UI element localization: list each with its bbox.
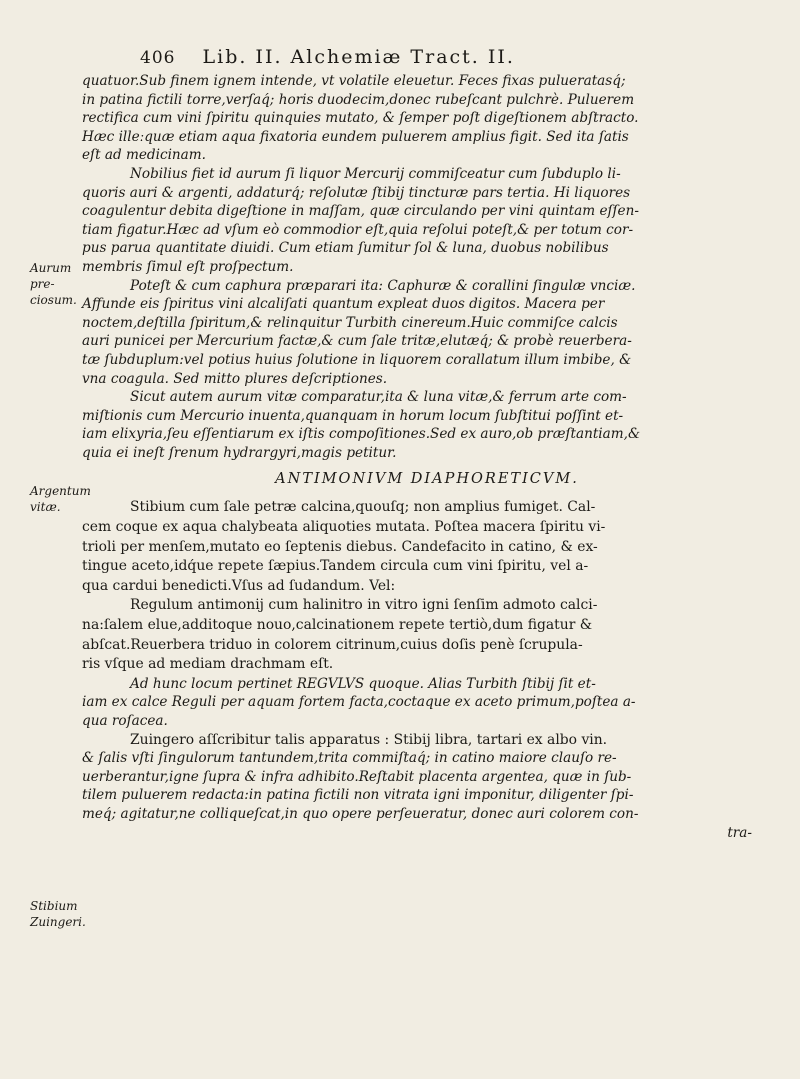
page-body bbox=[82, 72, 772, 842]
text-line: pus parua quantitate diuidi. Cum etiam ſumitur ſol & luna, duobus nobilibus bbox=[82, 240, 609, 257]
text-line: Ad hunc locum pertinet REGVLVS quoque. Alias Turbith ſtibij ſit et- bbox=[130, 675, 596, 692]
paragraph bbox=[82, 72, 772, 165]
text-line: iam elixyria,ſeu eſſentiarum ex iſtis compoſitiones.Sed ex auro,ob præſtantiam,& bbox=[82, 426, 641, 443]
text-line: coagulentur debita digeſtione in maſſam, quæ circulando per vini quintam eſſen- bbox=[82, 203, 639, 220]
text-line: auri punicei per Mercurium factæ,& cum ſale tritæ,elutæq́; & probè reuerbera- bbox=[82, 333, 632, 350]
paragraph bbox=[82, 675, 772, 731]
text-line: Sicut autem aurum vitæ comparatur,ita & luna vitæ,& ferrum arte com- bbox=[130, 389, 627, 406]
text-line: eſt ad medicinam. bbox=[82, 147, 207, 164]
paragraph bbox=[82, 731, 772, 843]
text-line: Zuingero aſſcribitur talis apparatus : Stibij libra, tartari ex albo vin. bbox=[130, 731, 608, 748]
running-title: Lib. II. Alchemiæ Tract. II. bbox=[202, 46, 515, 68]
text-line: ris vſque ad mediam drachmam eſt. bbox=[82, 656, 334, 673]
text-line: iam ex calce Reguli per aquam fortem facta,coctaque ex aceto primum,poſtea a- bbox=[82, 694, 636, 711]
text-line: qua roſacea. bbox=[82, 713, 168, 729]
text-line: noctem,deſtilla ſpiritum,& relinquitur Turbith cinereum.Huic commiſce calcis bbox=[82, 314, 618, 331]
text-line: Nobilius fiet id aurum ſi liquor Mercurij commiſceatur cum ſubduplo li- bbox=[130, 165, 621, 182]
text-line: meq́; agitatur,ne colliqueſcat,in quo opere perſeueratur, donec auri colorem con- bbox=[82, 805, 639, 822]
page-number: 406 bbox=[140, 48, 176, 68]
paragraph bbox=[82, 388, 772, 462]
paragraph bbox=[82, 277, 772, 389]
text-line: cem coque ex aqua chalybeata aliquoties mutata. Poſtea macera ſpiritu vi- bbox=[82, 519, 606, 536]
text-line: rectifica cum vini ſpiritu quinquies mutato, & ſemper poſt digeſtionem abſtracto. bbox=[82, 110, 639, 127]
text-line: membris ſimul eſt proſpectum. bbox=[82, 258, 294, 275]
text-line: quoris auri & argenti, addaturq́; reſolutæ ſtibij tincturæ pars tertia. Hi liquores bbox=[82, 184, 631, 201]
paragraph bbox=[82, 596, 772, 674]
text-line: Hæc illeːquæ etiam aqua fixatoria eundem puluerem amplius figit. Sed ita ſatis bbox=[82, 128, 629, 145]
running-header bbox=[140, 46, 700, 68]
text-line: quia ei ineſt ſrenum hydrargyri,magis petitur. bbox=[82, 444, 397, 461]
text-line: Poteſt & cum caphura præparari ita: Caphuræ & corallini ſingulæ vnciæ. bbox=[130, 277, 636, 294]
text-line: qua cardui benedicti.Vſus ad ſudandum. Vel: bbox=[82, 577, 396, 594]
text-line: tiam figatur.Hæc ad vſum eò commodior eſt,quia reſolui poteſt,& per totum cor- bbox=[82, 221, 634, 238]
text-line: tæ ſubduplum:vel potius huius ſolutione in liquorem corallatum illum imbibe, & bbox=[82, 351, 632, 368]
text-line: Regulum antimonij cum halinitro in vitro igni ſenſim admoto calci- bbox=[130, 597, 598, 614]
text-line: Stibium cum ſale petræ calcina,quouſq; non amplius fumiget. Cal- bbox=[130, 499, 596, 516]
text-line: abſcat.Reuerbera triduo in colorem citrinum,cuius doſis penè ſcrupula- bbox=[82, 636, 583, 653]
text-line: Affunde eis ſpiritus vini alcaliſati quantum expleat duos digitos. Macera per bbox=[82, 296, 605, 313]
text-line: in patina fictili torre,verſaq́; horis duodecim,donec rubeſcant pulchrè. Puluerem bbox=[82, 91, 635, 108]
margin-note-stibium: Stibium Zuingeri. bbox=[30, 899, 86, 929]
text-line: trioli per menſem,mutato eo ſeptenis diebus. Candefacito in catino, & ex- bbox=[82, 538, 598, 555]
text-line: miſtionis cum Mercurio inuenta,quanquam in horum locum ſubſtitui poſſint et- bbox=[82, 407, 624, 424]
section-heading: ANTIMONIVM DIAPHORETICVM. bbox=[275, 471, 579, 488]
text-line: uerberantur,igne ſupra & infra adhibito.Reſtabit placenta argentea, quæ in ſub- bbox=[82, 768, 632, 785]
text-line: & ſalis vſti ſingulorum tantundem,trita commiſtaq́; in catino maiore clauſo re- bbox=[82, 750, 617, 767]
catchword: tra- bbox=[727, 824, 752, 841]
text-line: vna coagula. Sed mitto plures deſcriptiones. bbox=[82, 370, 388, 387]
paragraph bbox=[82, 165, 772, 277]
text-line: quatuor.Sub finem ignem intende, vt volatile eleuetur. Feces fixas pulueratasq́; bbox=[82, 73, 626, 89]
text-line: tilem puluerem redacta:in patina fictili non vitrata igni imponitur, diligenter ſpi- bbox=[82, 787, 634, 804]
text-line: na:ſalem elue,additoque nouo,calcinationem repete tertiò,dum figatur & bbox=[82, 617, 593, 634]
margin-note-argentum: Argentum vitæ. bbox=[30, 484, 91, 514]
text-line: tingue aceto,idq́ue repete ſæpius.Tandem circula cum vini ſpiritu, vel a- bbox=[82, 558, 589, 575]
paragraph bbox=[82, 498, 772, 596]
margin-note-aurum: Aurum pre- ciosum. bbox=[30, 261, 77, 307]
